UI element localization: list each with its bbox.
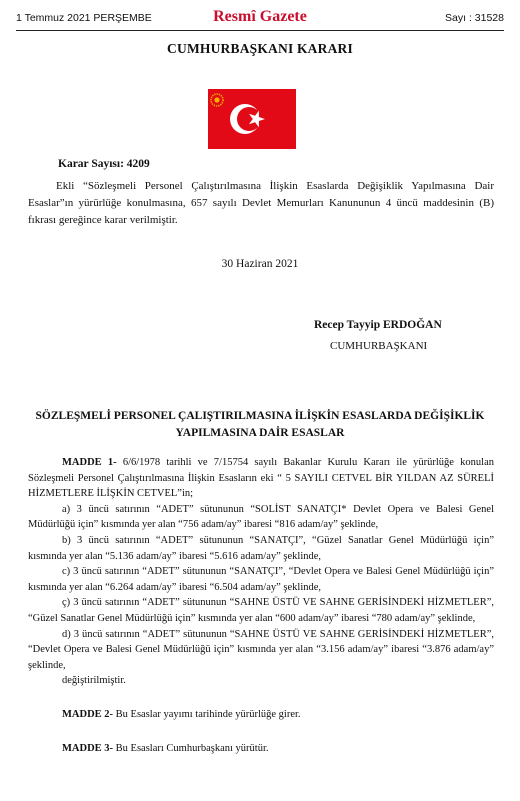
decision-number: Karar Sayısı: 4209 [58, 158, 150, 170]
article-1-item-b: b) 3 üncü satırının “ADET” sütununun “SANATÇI”, “Güzel Sanatlar Genel Müdürlüğü için” kısmında yer alan “5.136 adam/ay” ibaresi “5.616 adam/ay” şeklinde, [28, 534, 494, 562]
gazette-header [16, 8, 504, 31]
gazette-title: Resmî Gazete [213, 8, 307, 25]
article-1-label: MADDE 1- [62, 457, 117, 468]
presidential-emblem-icon [210, 93, 224, 107]
article-1 [28, 455, 494, 502]
articles-section [28, 455, 494, 756]
article-1-text: 6/6/1978 tarihli ve 7/15754 sayılı Bakanlar Kurulu Kararı ile yürürlüğe konulan Sözleşmeli Personel Çalıştırılmasına İlişkin Esasların eki “ 5 SAYILI CETVEL BİR YILDAN AZ SÜRELİ HİZMETLERE İLİŞKİN CETVEL”in; [28, 457, 494, 500]
decision-date: 30 Haziran 2021 [221, 258, 299, 270]
article-2-label: MADDE 2- [62, 708, 114, 720]
article-1-item-cc: ç) 3 üncü satırının “ADET” sütununun “SAHNE ÜSTÜ VE SAHNE GERİSİNDEKİ HİZMETLER”, “Güzel Sanatlar Genel Müdürlüğü için” kısmında yer alan “600 adam/ay” ibaresi “780 adam/ay” şeklinde, [28, 597, 494, 624]
article-1-item-a: a) 3 üncü satırının “ADET” sütununun “SOLİST SANATÇI* Devlet Opera ve Balesi Genel Müdürlüğü için” kısmında yer alan “756 adam/ay” ibaresi “816 adam/ay” şeklinde, [28, 503, 494, 531]
article-3-label: MADDE 3- [62, 742, 114, 754]
article-1-closing: değiştirilmiştir. [62, 675, 126, 687]
article-1-item-c: c) 3 üncü satırının “ADET” sütununun “SANATÇI”, “Devlet Opera ve Balesi Genel Müdürlüğü için” kısmında yer alan “6.264 adam/ay” ibaresi “6.504 adam/ay” şeklinde, [28, 566, 494, 593]
preamble-paragraph: Ekli “Sözleşmeli Personel Çalıştırılmasına İlişkin Esaslarda Değişiklik Yapılmasına Dair Esaslar”ın yürürlüğe konulmasına, 657 sayılı Devlet Memurları Kanununun 4 üncü maddesinin (B) fıkrası gereğince karar verilmiştir. [28, 180, 494, 226]
signatory-title: CUMHURBAŞKANI [330, 340, 428, 352]
article-3 [28, 741, 494, 757]
article-1-item-d: d) 3 üncü satırının “ADET” sütununun “SAHNE ÜSTÜ VE SAHNE GERİSİNDEKİ HİZMETLER”, “Devlet Opera ve Balesi Genel Müdürlüğü için” kısmında yer alan “3.156 adam/ay” ibaresi “3.876 adam/ay” şeklinde, [28, 628, 494, 671]
article-2-text: Bu Esaslar yayımı tarihinde yürürlüğe girer. [113, 708, 301, 720]
annex-title: SÖZLEŞMELİ PERSONEL ÇALIŞTIRILMASINA İLİŞKİN ESASLARDA DEĞİŞİKLİK YAPILMASINA DAİR ESASLAR [35, 410, 485, 439]
article-3-text: Bu Esasları Cumhurbaşkanı yürütür. [113, 742, 269, 754]
page-title: CUMHURBAŞKANI KARARI [167, 41, 353, 56]
issue-number: Sayı : 31528 [445, 12, 504, 24]
header-date: 1 Temmuz 2021 PERŞEMBE [16, 12, 152, 24]
signatory-name: Recep Tayyip ERDOĞAN [314, 319, 442, 331]
article-2 [28, 707, 494, 723]
